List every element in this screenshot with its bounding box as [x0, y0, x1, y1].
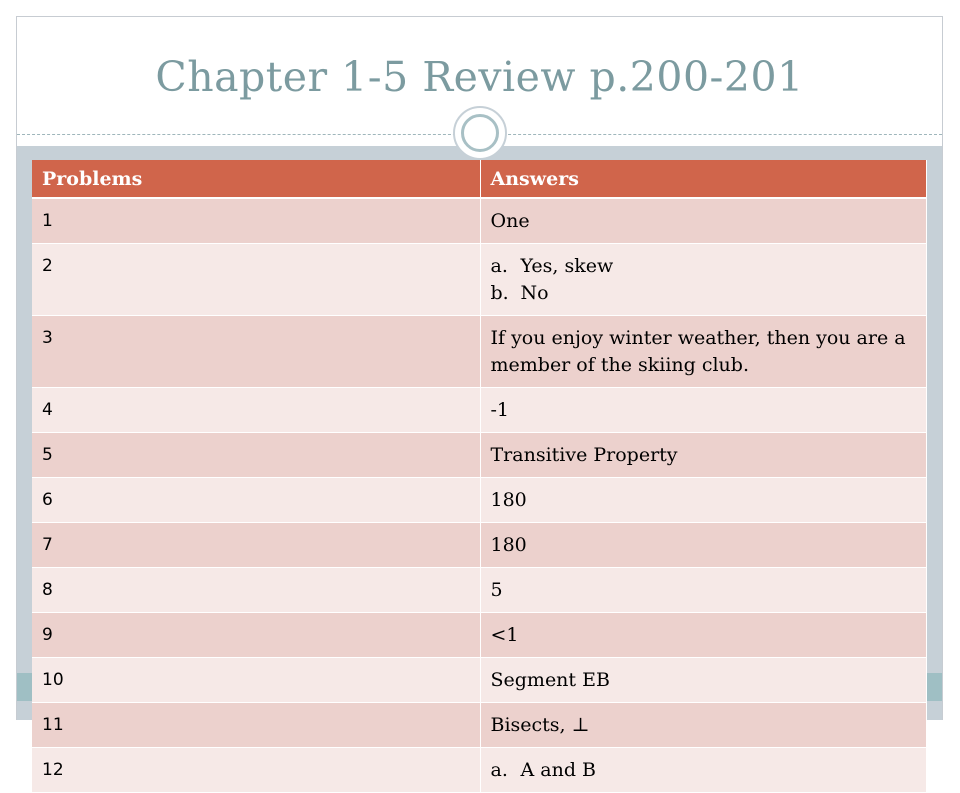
slide-title: Chapter 1-5 Review p.200-201 [155, 52, 804, 101]
table-row [32, 388, 926, 433]
table-row [32, 198, 926, 244]
header-answers: Answers [480, 160, 926, 198]
sub-item-letter: a. [490, 255, 508, 277]
problem-number: 11 [32, 703, 480, 748]
problem-number: 10 [32, 658, 480, 703]
sub-item-text: No [520, 282, 549, 304]
answer-cell: 5 [480, 568, 926, 613]
problem-number: 3 [32, 316, 480, 388]
table-row [32, 658, 926, 703]
table-row [32, 316, 926, 388]
table-header-row [32, 160, 926, 198]
sub-item-letter: b. [490, 282, 509, 304]
answer-cell: Segment EB [480, 658, 926, 703]
answer-cell: Transitive Property [480, 433, 926, 478]
answer-cell [480, 748, 926, 793]
answer-cell: 180 [480, 478, 926, 523]
answer-cell: Bisects, ⊥ [480, 703, 926, 748]
problem-number: 1 [32, 198, 480, 244]
problem-number: 7 [32, 523, 480, 568]
problem-number: 4 [32, 388, 480, 433]
answer-sub-item [491, 253, 916, 280]
answer-cell: If you enjoy winter weather, then you are a member of the skiing club. [480, 316, 926, 388]
table-row [32, 478, 926, 523]
circle-ornament-ring [461, 114, 499, 152]
answer-cell [480, 244, 926, 316]
table-row [32, 433, 926, 478]
table-row [32, 748, 926, 793]
answer-cell: -1 [480, 388, 926, 433]
table-row [32, 523, 926, 568]
answer-cell: One [480, 198, 926, 244]
problem-number: 5 [32, 433, 480, 478]
problem-number: 2 [32, 244, 480, 316]
table-row [32, 613, 926, 658]
answer-sub-item [491, 757, 916, 784]
problem-number: 8 [32, 568, 480, 613]
answer-cell: <1 [480, 613, 926, 658]
problem-number: 6 [32, 478, 480, 523]
table-row [32, 703, 926, 748]
answer-sub-item [491, 280, 916, 307]
table-row [32, 568, 926, 613]
table-row [32, 244, 926, 316]
sub-item-text: Yes, skew [520, 255, 614, 277]
sub-item-letter: a. [490, 759, 508, 781]
problem-number: 9 [32, 613, 480, 658]
header-problems: Problems [32, 160, 480, 198]
answers-table [32, 160, 927, 793]
circle-ornament-icon [453, 106, 507, 160]
sub-item-text: A and B [520, 759, 596, 781]
problem-number: 12 [32, 748, 480, 793]
answer-cell: 180 [480, 523, 926, 568]
